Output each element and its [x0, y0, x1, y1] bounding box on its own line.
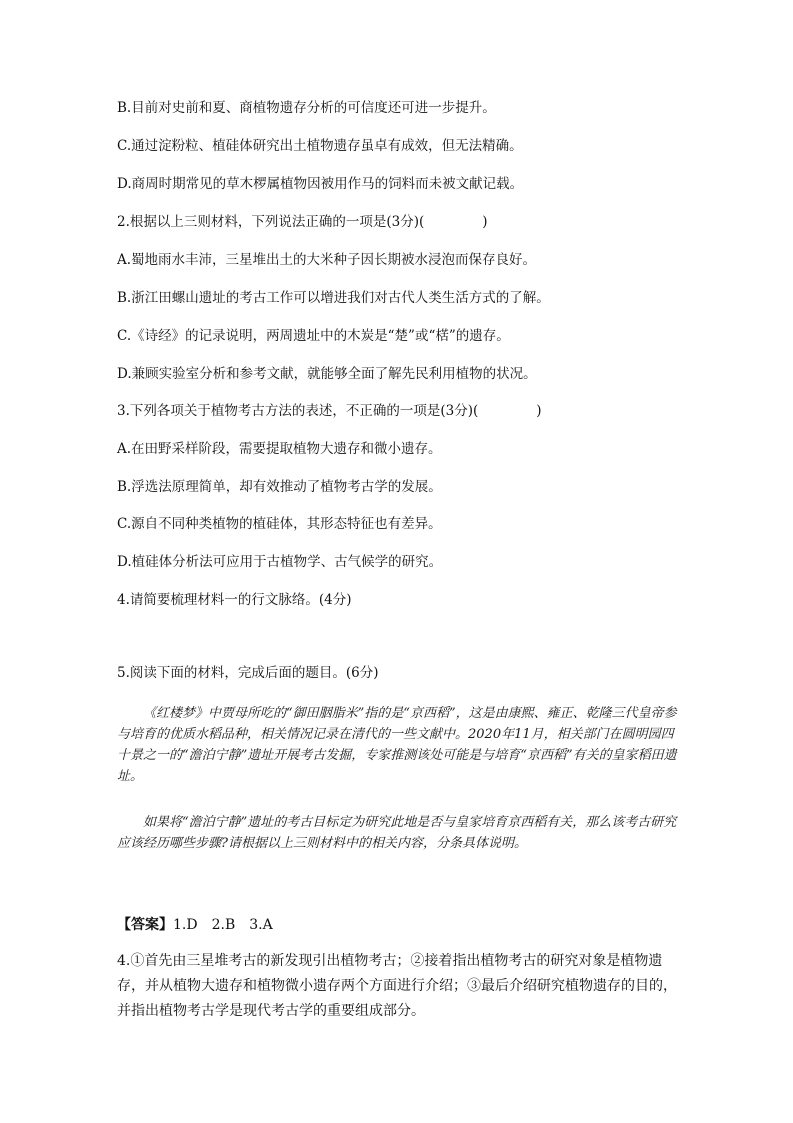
q3-option-a: A.在田野采样阶段，需要提取植物大遗存和微小遗存。	[117, 441, 442, 457]
answer-key-line	[117, 913, 687, 938]
q1-option-b: B.目前对史前和夏、商植物遗存分析的可信度还可进一步提升。	[117, 100, 496, 116]
q1-option-c: C.通过淀粉粒、植硅体研究出土植物遗存虽卓有成效，但无法精确。	[117, 138, 523, 154]
q2-option-d: D.兼顾实验室分析和参考文献，就能够全面了解先民利用植物的状况。	[117, 366, 537, 382]
q3-stem	[117, 401, 542, 421]
q2-option-c: C.《诗经》的记录说明，两周遗址中的木炭是“楚”或“楛”的遗存。	[117, 328, 510, 344]
q3-option-d: D.植硅体分析法可应用于古植物学、古气候学的研究。	[117, 554, 443, 570]
q5-material	[117, 703, 677, 787]
q5-material-paragraph-1: 《红楼梦》中贾母所吃的“御田胭脂米”指的是“京西稻”，这是由康熙、雍正、乾隆三代皇帝参与培育的优质水稻品种，相关情况记录在清代的一些文献中。2020年11月，相关部门在圆明园四十景之一的“澹泊宁静”遗址开展考古发掘，专家推测该处可能是与培育“京西稻”有关的皇家稻田遗址。	[117, 706, 677, 784]
q2-stem-close: )	[482, 214, 488, 230]
q5-stem: 5.阅读下面的材料，完成后面的题目。(6分)	[117, 665, 379, 681]
q5-question-paragraph: 如果将“澹泊宁静”遗址的考古目标定为研究此地是否与皇家培育京西稻有关，那么该考古研究应该经历哪些步骤?请根据以上三则材料中的相关内容，分条具体说明。	[117, 815, 677, 851]
q3-stem-text: 3.下列各项关于植物考古方法的表述，不正确的一项是(3分)(	[117, 403, 479, 419]
q5-question	[117, 812, 677, 854]
q3-option-c: C.源自不同种类植物的植硅体，其形态特征也有差异。	[117, 516, 442, 532]
q1-option-d: D.商周时期常见的草木椤属植物因被用作马的饲料而未被文献记载。	[117, 176, 524, 192]
q2-stem-text: 2.根据以上三则材料，下列说法正确的一项是(3分)(	[117, 214, 425, 230]
answer-choices: 1.D 2.B 3.A	[173, 917, 273, 933]
q3-option-b: B.浮选法原理简单，却有效推动了植物考古学的发展。	[117, 479, 442, 495]
answer-label: 【答案】	[117, 917, 173, 933]
q2-option-a: A.蜀地雨水丰沛，三星堆出土的大米种子因长期被水浸泡而保存良好。	[117, 252, 537, 268]
q2-stem	[117, 212, 488, 232]
answer-4: 4.①首先由三星堆考古的新发现引出植物考古；②接着指出植物考古的研究对象是植物遗存，并从植物大遗存和植物微小遗存两个方面进行介绍；③最后介绍研究植物遗存的目的，并指出植物考古学是现代考古学的重要组成部分。	[117, 953, 677, 1019]
q3-stem-close: )	[536, 403, 542, 419]
q2-option-b: B.浙江田螺山遗址的考古工作可以增进我们对古代人类生活方式的了解。	[117, 290, 550, 306]
q4-stem: 4.请简要梳理材料一的行文脉络。(4分)	[117, 592, 352, 608]
